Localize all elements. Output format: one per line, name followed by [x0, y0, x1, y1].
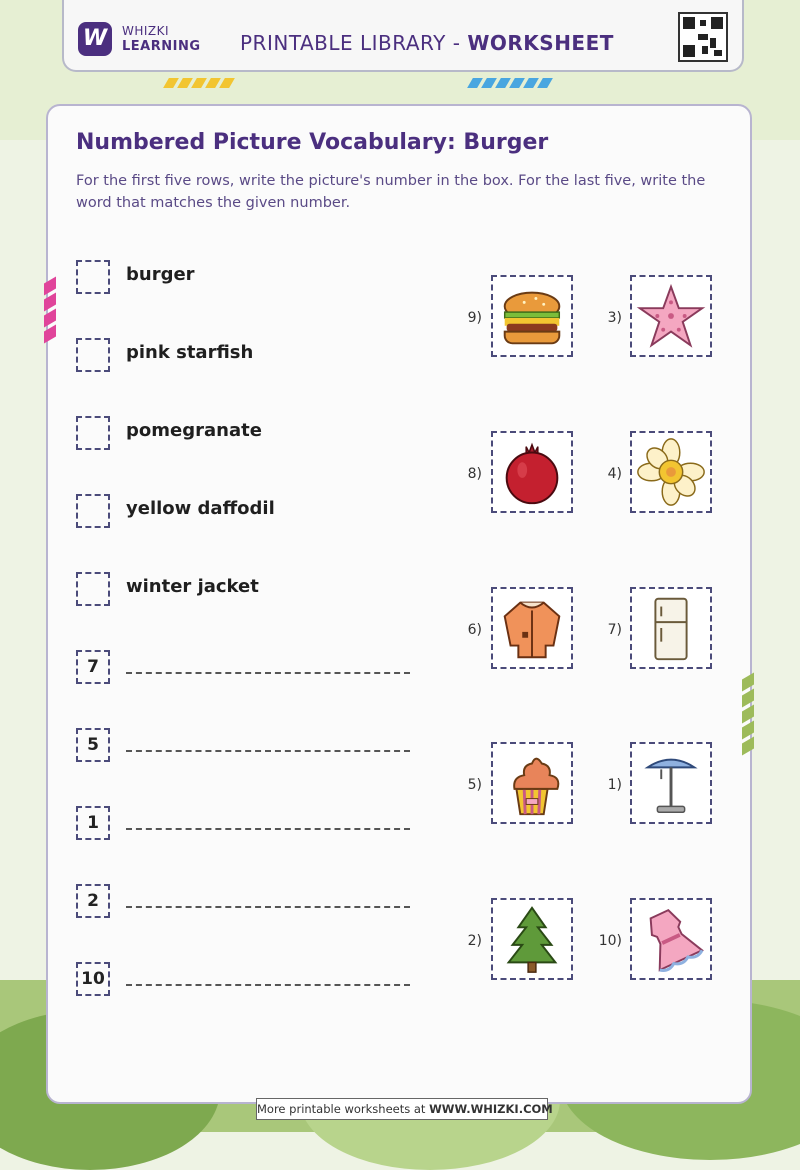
stripe-decor-blue [470, 78, 550, 90]
picture-number: 10) [598, 933, 622, 949]
write-line[interactable] [126, 906, 410, 908]
picture-number: 6) [467, 622, 482, 638]
write-line[interactable] [126, 828, 410, 830]
picture-number: 9) [467, 310, 482, 326]
header-bar [62, 0, 744, 72]
answer-box[interactable] [76, 416, 110, 450]
write-line[interactable] [126, 984, 410, 986]
refrigerator-icon [630, 587, 712, 669]
header-title-bold: WORKSHEET [467, 31, 614, 55]
side-decor-green [742, 676, 754, 756]
footer-text: More printable worksheets at [257, 1102, 430, 1116]
jacket-icon [491, 587, 573, 669]
word-label: pink starfish [126, 342, 254, 363]
side-decor-pink [44, 280, 56, 350]
picture-number: 8) [467, 466, 482, 482]
answer-box[interactable] [76, 572, 110, 606]
header-title-regular: PRINTABLE LIBRARY - [240, 31, 468, 55]
footer-banner [256, 1098, 553, 1120]
brand-line-2: LEARNING [122, 39, 201, 54]
write-line[interactable] [126, 750, 410, 752]
baby-dress-icon [630, 898, 712, 980]
starfish-icon [630, 275, 712, 357]
word-label: pomegranate [126, 420, 262, 441]
answer-box[interactable] [76, 338, 110, 372]
daffodil-icon [630, 431, 712, 513]
number-box: 1 [76, 806, 110, 840]
number-box: 2 [76, 884, 110, 918]
answer-box[interactable] [76, 260, 110, 294]
pomegranate-icon [491, 431, 573, 513]
stripe-decor-yellow [166, 78, 232, 90]
brand-line-1: WHIZKI [122, 24, 170, 38]
answer-box[interactable] [76, 494, 110, 528]
pine-tree-icon [491, 898, 573, 980]
picture-number: 7) [607, 622, 622, 638]
qr-code-icon [678, 12, 728, 62]
picture-number: 3) [607, 310, 622, 326]
cupcake-icon [491, 742, 573, 824]
footer-link[interactable]: WWW.WHIZKI.COM [429, 1102, 553, 1116]
word-label: winter jacket [126, 576, 259, 597]
picture-number: 2) [467, 933, 482, 949]
write-line[interactable] [126, 672, 410, 674]
brand-name [122, 24, 201, 54]
number-box: 5 [76, 728, 110, 762]
picture-number: 1) [607, 777, 622, 793]
worksheet-instructions: For the first five rows, write the picture's number in the box. For the last five, write the word that matches the given number. [76, 173, 706, 211]
picture-number: 4) [607, 466, 622, 482]
whizki-logo-icon: W [78, 22, 112, 56]
number-box: 10 [76, 962, 110, 996]
word-label: burger [126, 264, 195, 285]
header-title [240, 31, 614, 55]
number-box: 7 [76, 650, 110, 684]
worksheet-title: Numbered Picture Vocabulary: Burger [76, 130, 549, 155]
picture-number: 5) [467, 777, 482, 793]
word-label: yellow daffodil [126, 498, 275, 519]
burger-icon [491, 275, 573, 357]
table-lamp-icon [630, 742, 712, 824]
